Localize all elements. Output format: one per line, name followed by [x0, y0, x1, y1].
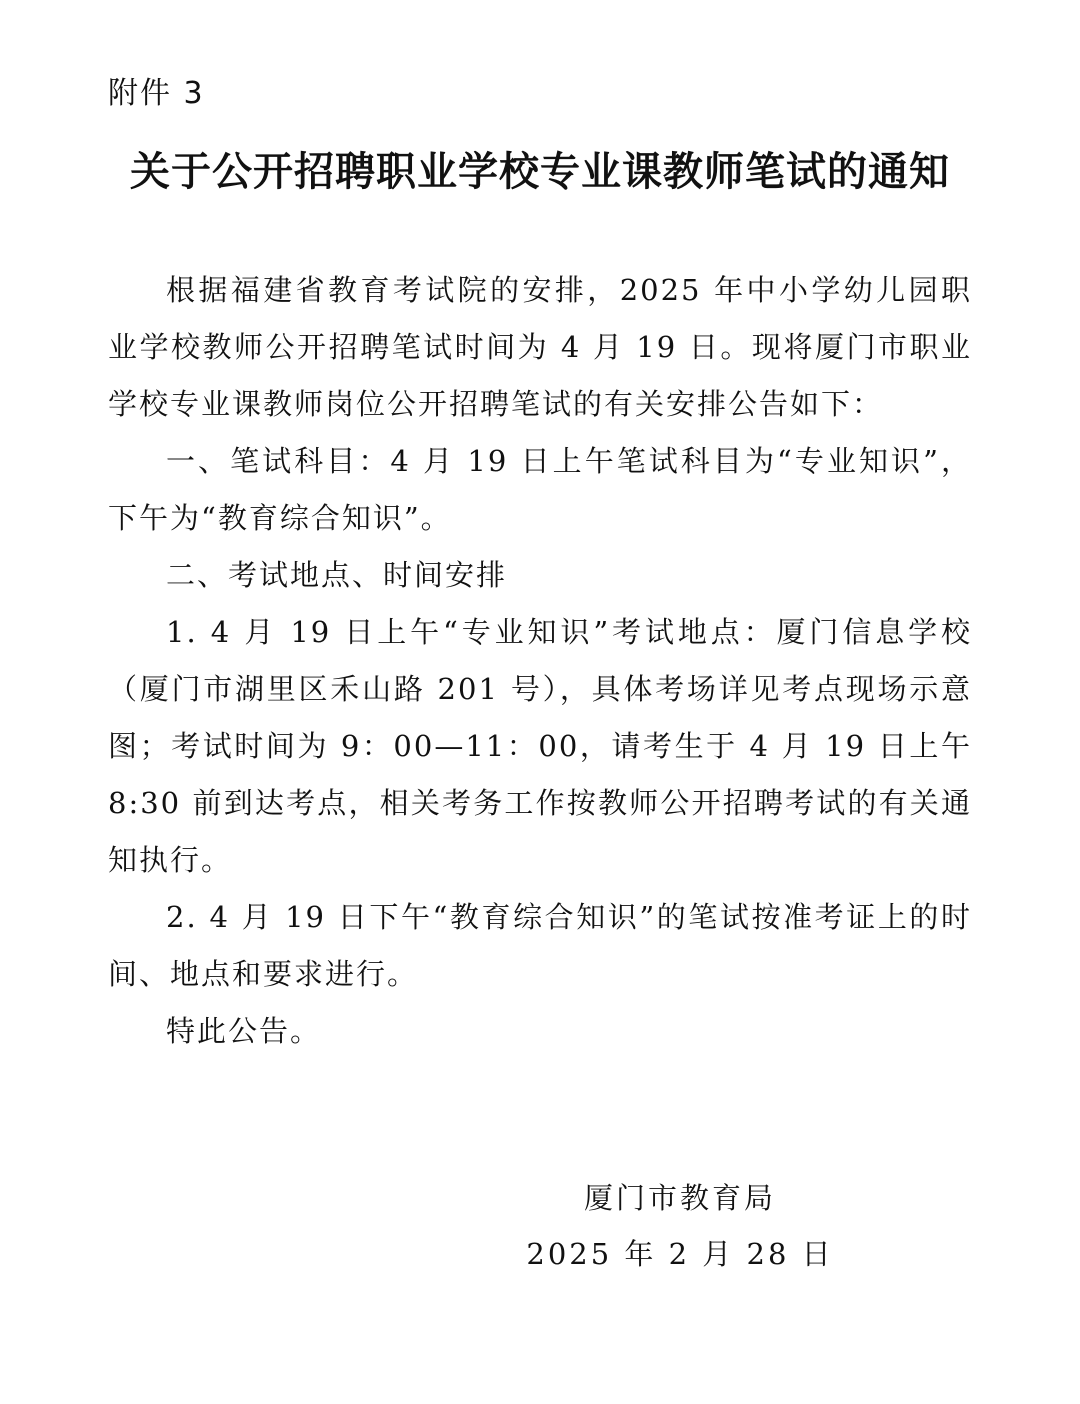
attachment-label: 附件 3 [108, 76, 205, 111]
closing-statement: 特此公告。 [166, 1014, 322, 1048]
signature-block [520, 1170, 840, 1282]
issue-date: 2025 年 2 月 28 日 [526, 1237, 834, 1271]
item-afternoon-exam: 2. 4 月 19 日下午“教育综合知识”的笔试按准考证上的时间、地点和要求进行。 [108, 900, 972, 991]
section-exam-location-heading: 二、考试地点、时间安排 [166, 558, 508, 592]
document-title: 关于公开招聘职业学校专业课教师笔试的通知 [130, 148, 950, 195]
document-body [108, 262, 972, 1060]
section-exam-subjects: 一、笔试科目：4 月 19 日上午笔试科目为“专业知识”，下午为“教育综合知识”。 [108, 444, 972, 535]
issuing-organization: 厦门市教育局 [583, 1181, 776, 1215]
intro-paragraph: 根据福建省教育考试院的安排，2025 年中小学幼儿园职业学校教师公开招聘笔试时间为 4 月 19 日。现将厦门市职业学校专业课教师岗位公开招聘笔试的有关安排公告如下： [108, 273, 972, 421]
item-morning-exam: 1. 4 月 19 日上午“专业知识”考试地点：厦门信息学校（厦门市湖里区禾山路 201 号），具体考场详见考点现场示意图；考试时间为 9：00—11：00，请考生于 4 月 19 日上午 8:30 前到达考点，相关考务工作按教师公开招聘考试的有关通知执行。 [108, 615, 972, 877]
